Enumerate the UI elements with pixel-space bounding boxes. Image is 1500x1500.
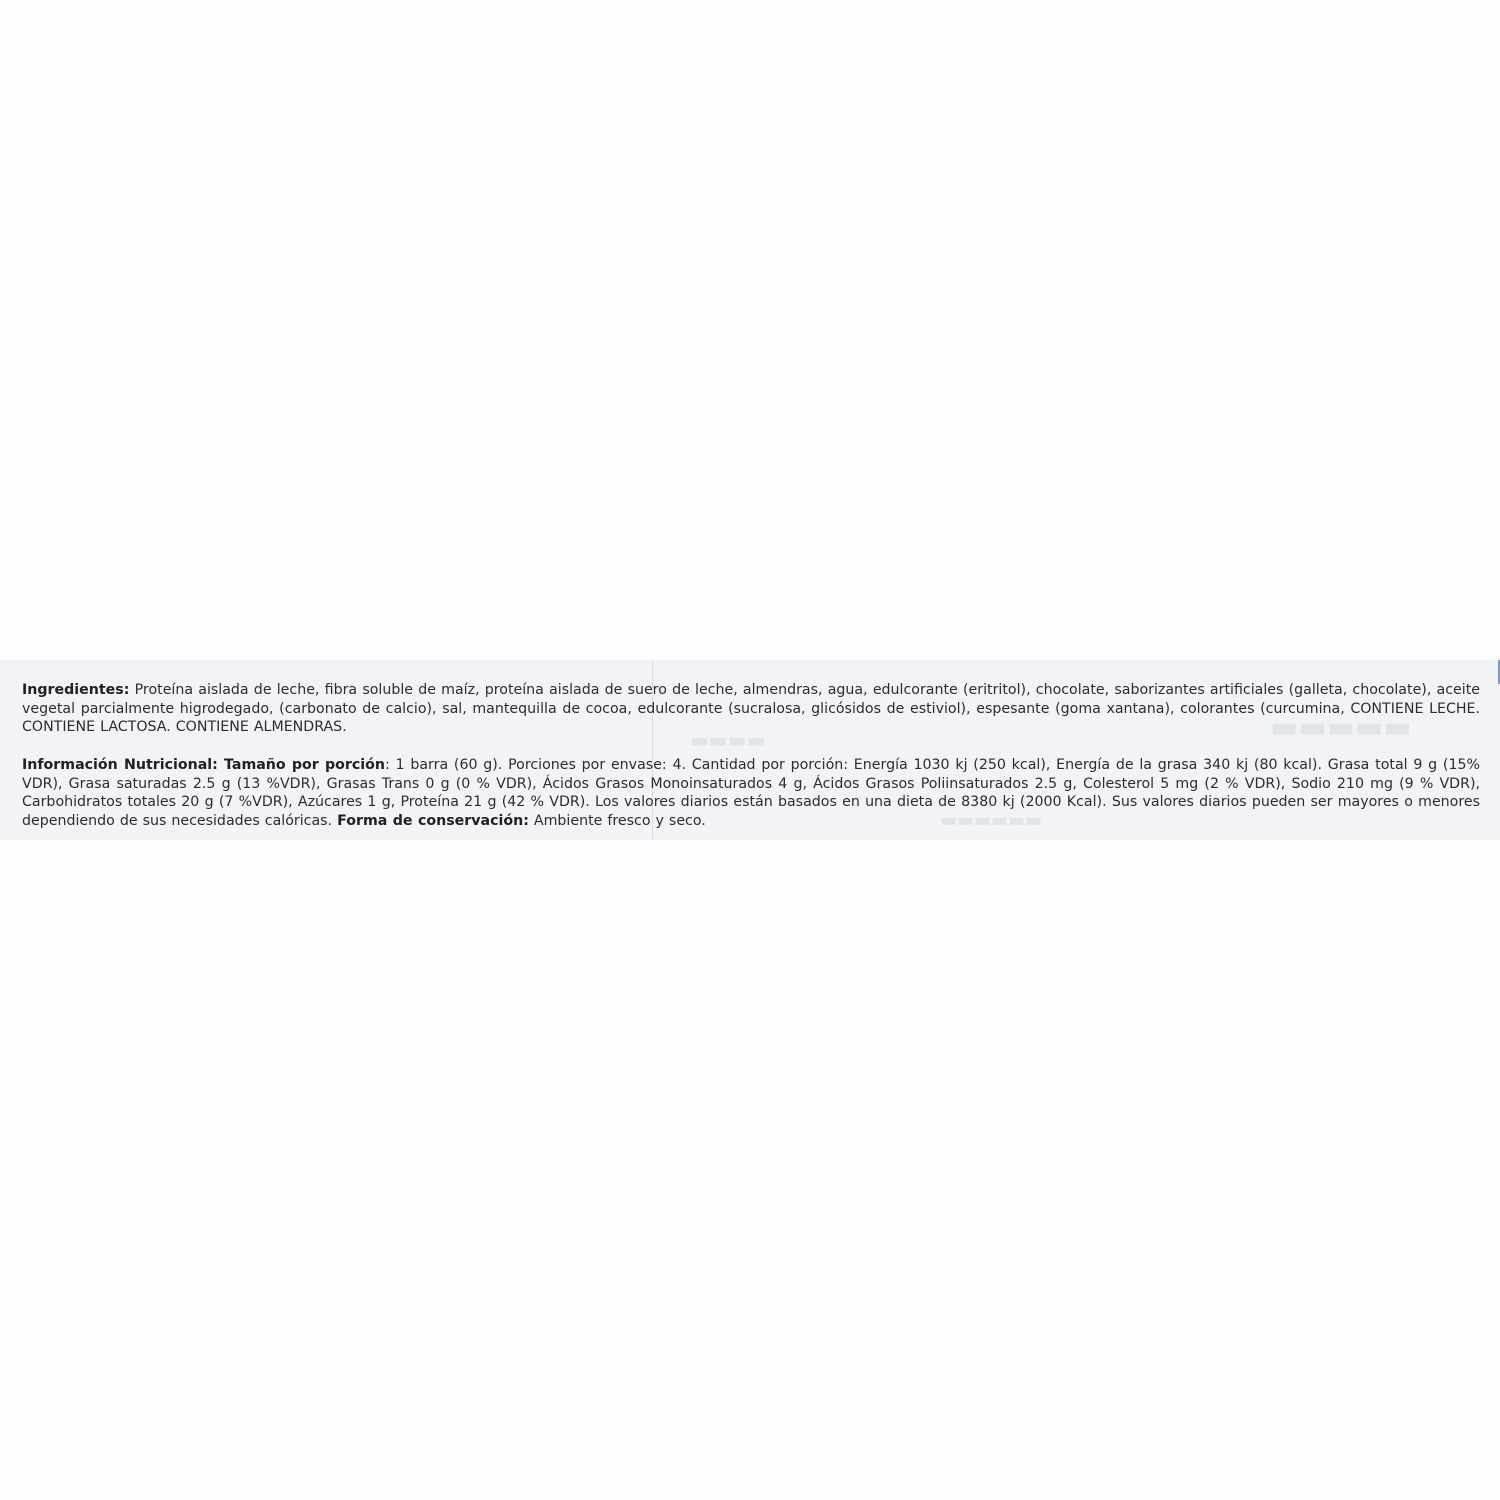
ingredients-label-panel xyxy=(0,660,1500,840)
ingredients-list: Proteína aislada de leche, fibra soluble de maíz, proteína aislada de suero de leche, almendras, agua, edulcorante (eritritol), chocolate, saborizantes artificiales (galleta, chocolate), aceite vegetal parcialmente higrodegado, (carbonato de calcio), sal, mantequilla de cocoa, edulcorante (sucralosa, glicósidos de estiviol), espesante (goma xantana), colorantes (curcumina, xyxy=(22,682,1480,717)
nutrition-heading: Información Nutricional: Tamaño por porción xyxy=(22,757,385,773)
show-through-print: ▬▬▬▬▬ xyxy=(1270,710,1412,745)
allergen-warning: CONTIENE LECHE. CONTIENE LACTOSA. CONTIENE ALMENDRAS. xyxy=(22,700,1480,735)
nutrition-paragraph xyxy=(22,756,1480,830)
storage-instructions: Ambiente fresco y seco. xyxy=(528,812,706,829)
nutrition-facts: : 1 barra (60 g). Porciones por envase: 4. Cantidad por porción: Energía 1030 kj (250 kcal), Energía de la grasa 340 kj (80 kcal). Grasa total 9 g (15% VDR), Grasa saturadas 2.5 g (13 %VDR), Grasas Trans 0 g (0 % VDR), Ácidos Grasos Monoinsaturados 4 g, Ácidos Grasos Poliinsaturados 2.5 g, Colesterol 5 mg (2 % VDR), Sodio 210 mg (9 % VDR), Carbohidratos totales 20 g (7 %VDR), Azúcares 1 g, Proteína 21 g (42 % VDR). Los valores diarios están basados en una dieta de 8380 kj (2000 Kcal). Sus valores diarios pueden ser mayores o menores dependiendo de sus necesidades calóricas. xyxy=(22,757,1480,829)
ingredients-paragraph xyxy=(22,681,1480,737)
storage-heading: Forma de conservación: xyxy=(337,812,529,829)
show-through-print: ▬▬▬▬ xyxy=(690,728,766,752)
show-through-print: ▬▬▬▬▬▬ xyxy=(940,810,1043,831)
ingredients-heading: Ingredientes: xyxy=(22,682,130,698)
